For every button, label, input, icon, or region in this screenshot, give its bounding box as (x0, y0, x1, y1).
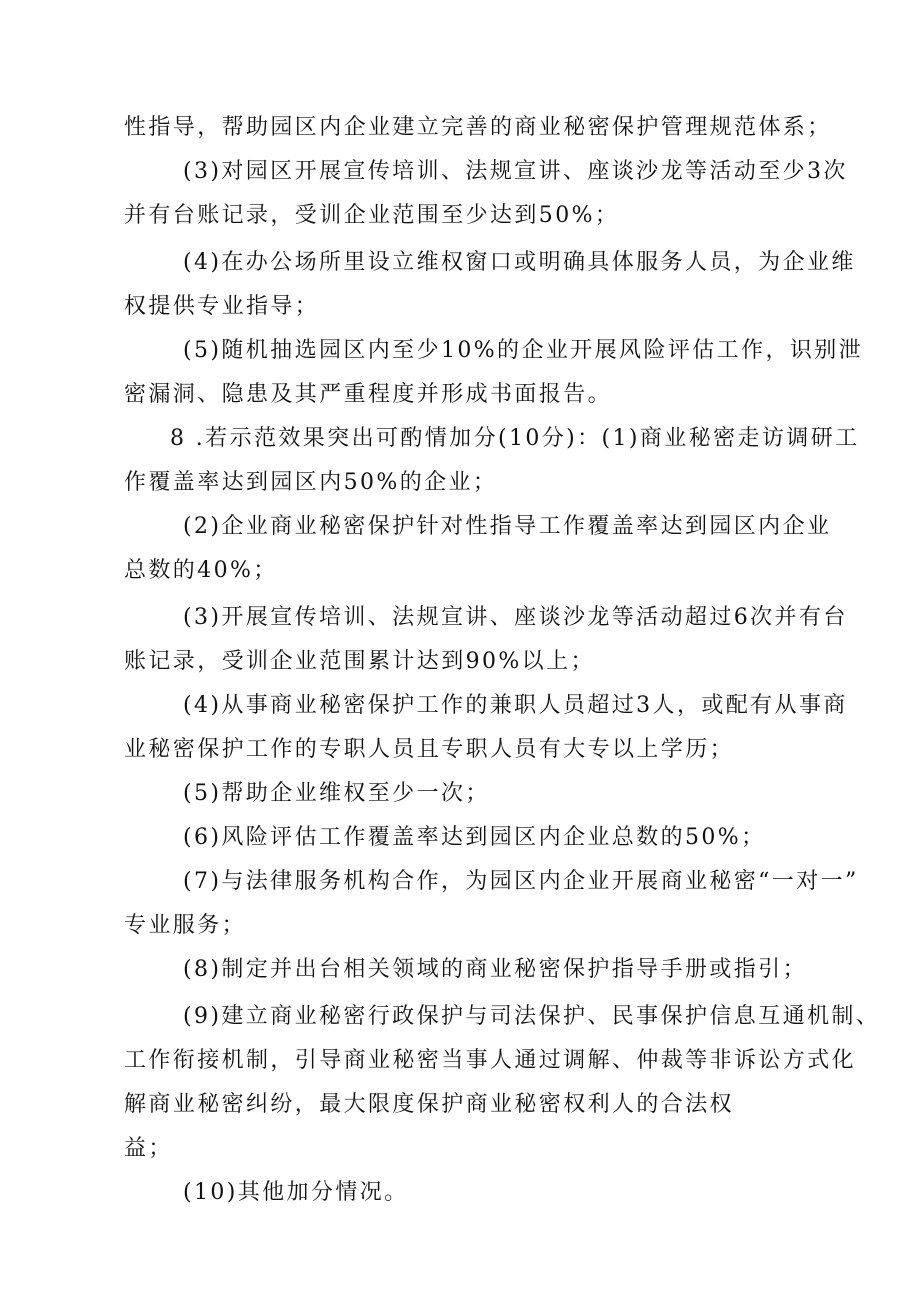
text-line: (10)其他加分情况。 (183, 1180, 409, 1205)
text-line: (3)开展宣传培训、法规宣讲、座谈沙龙等活动超过6次并有台 (183, 605, 848, 630)
text-line: (8)制定并出台相关领域的商业秘密保护指导手册或指引； (183, 957, 807, 982)
text-line: 8 .若示范效果突出可酌情加分(10分)：(1)商业秘密走访调研工 (170, 426, 860, 451)
text-line: 权提供专业指导； (124, 294, 320, 319)
text-line: (6)风险评估工作覆盖率达到园区内企业总数的50%； (183, 825, 766, 850)
text-line: 并有台账记录，受训企业范围至少达到50%； (124, 203, 620, 228)
text-line: 业秘密保护工作的专职人员且专职人员有大专以上学历； (124, 737, 735, 762)
text-line: (4)从事商业秘密保护工作的兼职人员超过3人，或配有从事商 (183, 693, 848, 718)
text-line: (2)企业商业秘密保护针对性指导工作覆盖率达到园区内企业 (183, 514, 832, 539)
text-line: 性指导，帮助园区内企业建立完善的商业秘密保护管理规范体系； (124, 115, 832, 140)
text-line: (7)与法律服务机构合作，为园区内企业开展商业秘密“一对一” (183, 869, 859, 894)
text-line: 专业服务； (124, 913, 247, 938)
text-line: (3)对园区开展宣传培训、法规宣讲、座谈沙龙等活动至少3次 (183, 159, 848, 184)
text-line: 账记录，受训企业范围累计达到90%以上； (124, 649, 595, 674)
text-line: 密漏洞、隐患及其严重程度并形成书面报告。 (124, 382, 613, 407)
text-line: 总数的40%； (124, 558, 278, 583)
text-line: (9)建立商业秘密行政保护与司法保护、民事保护信息互通机制、 (183, 1004, 881, 1029)
text-line: 益； (124, 1136, 173, 1161)
text-line: (4)在办公场所里设立维权窗口或明确具体服务人员，为企业维 (183, 250, 856, 275)
text-line: (5)帮助企业维权至少一次； (183, 781, 490, 806)
text-line: (5)随机抽选园区内至少10%的企业开展风险评估工作，识别泄 (183, 338, 864, 363)
text-line: 作覆盖率达到园区内50%的企业； (124, 470, 498, 495)
text-line: 解商业秘密纠纷，最大限度保护商业秘密权利人的合法权 (124, 1092, 735, 1117)
text-line: 工作衔接机制，引导商业秘密当事人通过调解、仲裁等非诉讼方式化 (124, 1048, 857, 1073)
